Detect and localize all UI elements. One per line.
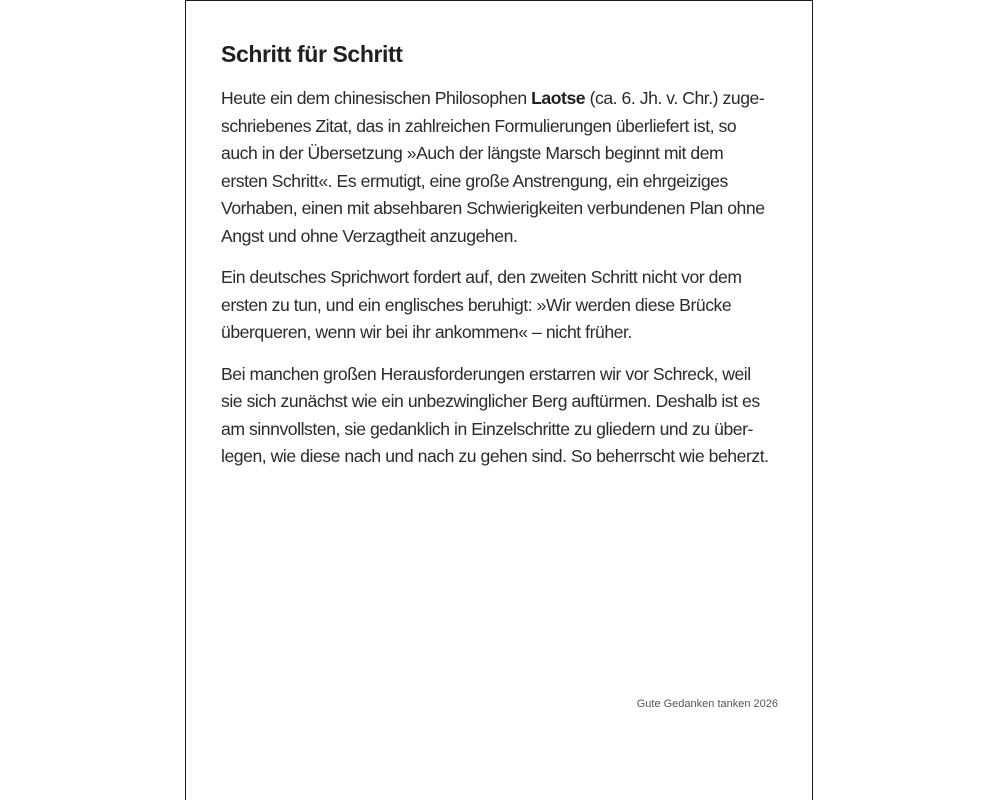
- text-line: [221, 264, 791, 292]
- text-segment: ersten Schritt«. Es ermutigt, eine große Anstrengung, ein ehrgeiziges: [221, 170, 728, 191]
- text-segment: Ein deutsches Sprichwort fordert auf, den zweiten Schritt nicht vor dem: [221, 267, 742, 287]
- paragraph: [221, 264, 791, 347]
- page-title: Schritt für Schritt: [221, 41, 403, 67]
- paragraph: [221, 85, 791, 250]
- text-segment: ersten zu tun, und ein englisches beruhigt: »Wir werden diese Brücke: [221, 294, 732, 315]
- text-segment: legen, wie diese nach und nach zu gehen sind. So beherrscht wie beherzt.: [221, 446, 769, 466]
- page-footer: Gute Gedanken tanken 2026: [636, 698, 778, 710]
- text-line: [221, 113, 791, 141]
- text-segment: überqueren, wenn wir bei ihr ankommen« – nicht früher.: [221, 322, 632, 342]
- text-segment: Vorhaben, einen mit absehbaren Schwierigkeiten verbundenen Plan ohne: [221, 198, 765, 218]
- text-line: [221, 416, 791, 444]
- text-line: [221, 223, 791, 251]
- text-line: [221, 140, 791, 168]
- text-line: [221, 443, 791, 471]
- bold-name: Laotse: [531, 88, 586, 108]
- text-segment: am sinnvollsten, sie gedanklich in Einzelschritte zu gliedern und zu über-: [221, 418, 753, 439]
- text-line: [221, 168, 791, 196]
- text-segment: Angst und ohne Verzagtheit anzugehen.: [221, 225, 518, 246]
- text-line: [221, 195, 791, 223]
- text-segment: auch in der Übersetzung »Auch der längste Marsch beginnt mit dem: [221, 143, 724, 163]
- body-text: [221, 85, 791, 485]
- document-page: [185, 0, 813, 800]
- text-line: [221, 85, 791, 113]
- text-segment: Heute ein dem chinesischen Philosophen: [221, 88, 532, 108]
- text-line: [221, 388, 791, 416]
- text-segment: schriebenes Zitat, das in zahlreichen Formulierungen überliefert ist, so: [221, 115, 737, 136]
- text-line: [221, 361, 791, 389]
- text-line: [221, 292, 791, 320]
- text-segment: sie sich zunächst wie ein unbezwinglicher Berg auftürmen. Deshalb ist es: [221, 391, 760, 411]
- text-segment: (ca. 6. Jh. v. Chr.) zuge-: [585, 88, 765, 108]
- text-line: [221, 319, 791, 347]
- paragraph: [221, 361, 791, 471]
- text-segment: Bei manchen großen Herausforderungen erstarren wir vor Schreck, weil: [221, 363, 751, 384]
